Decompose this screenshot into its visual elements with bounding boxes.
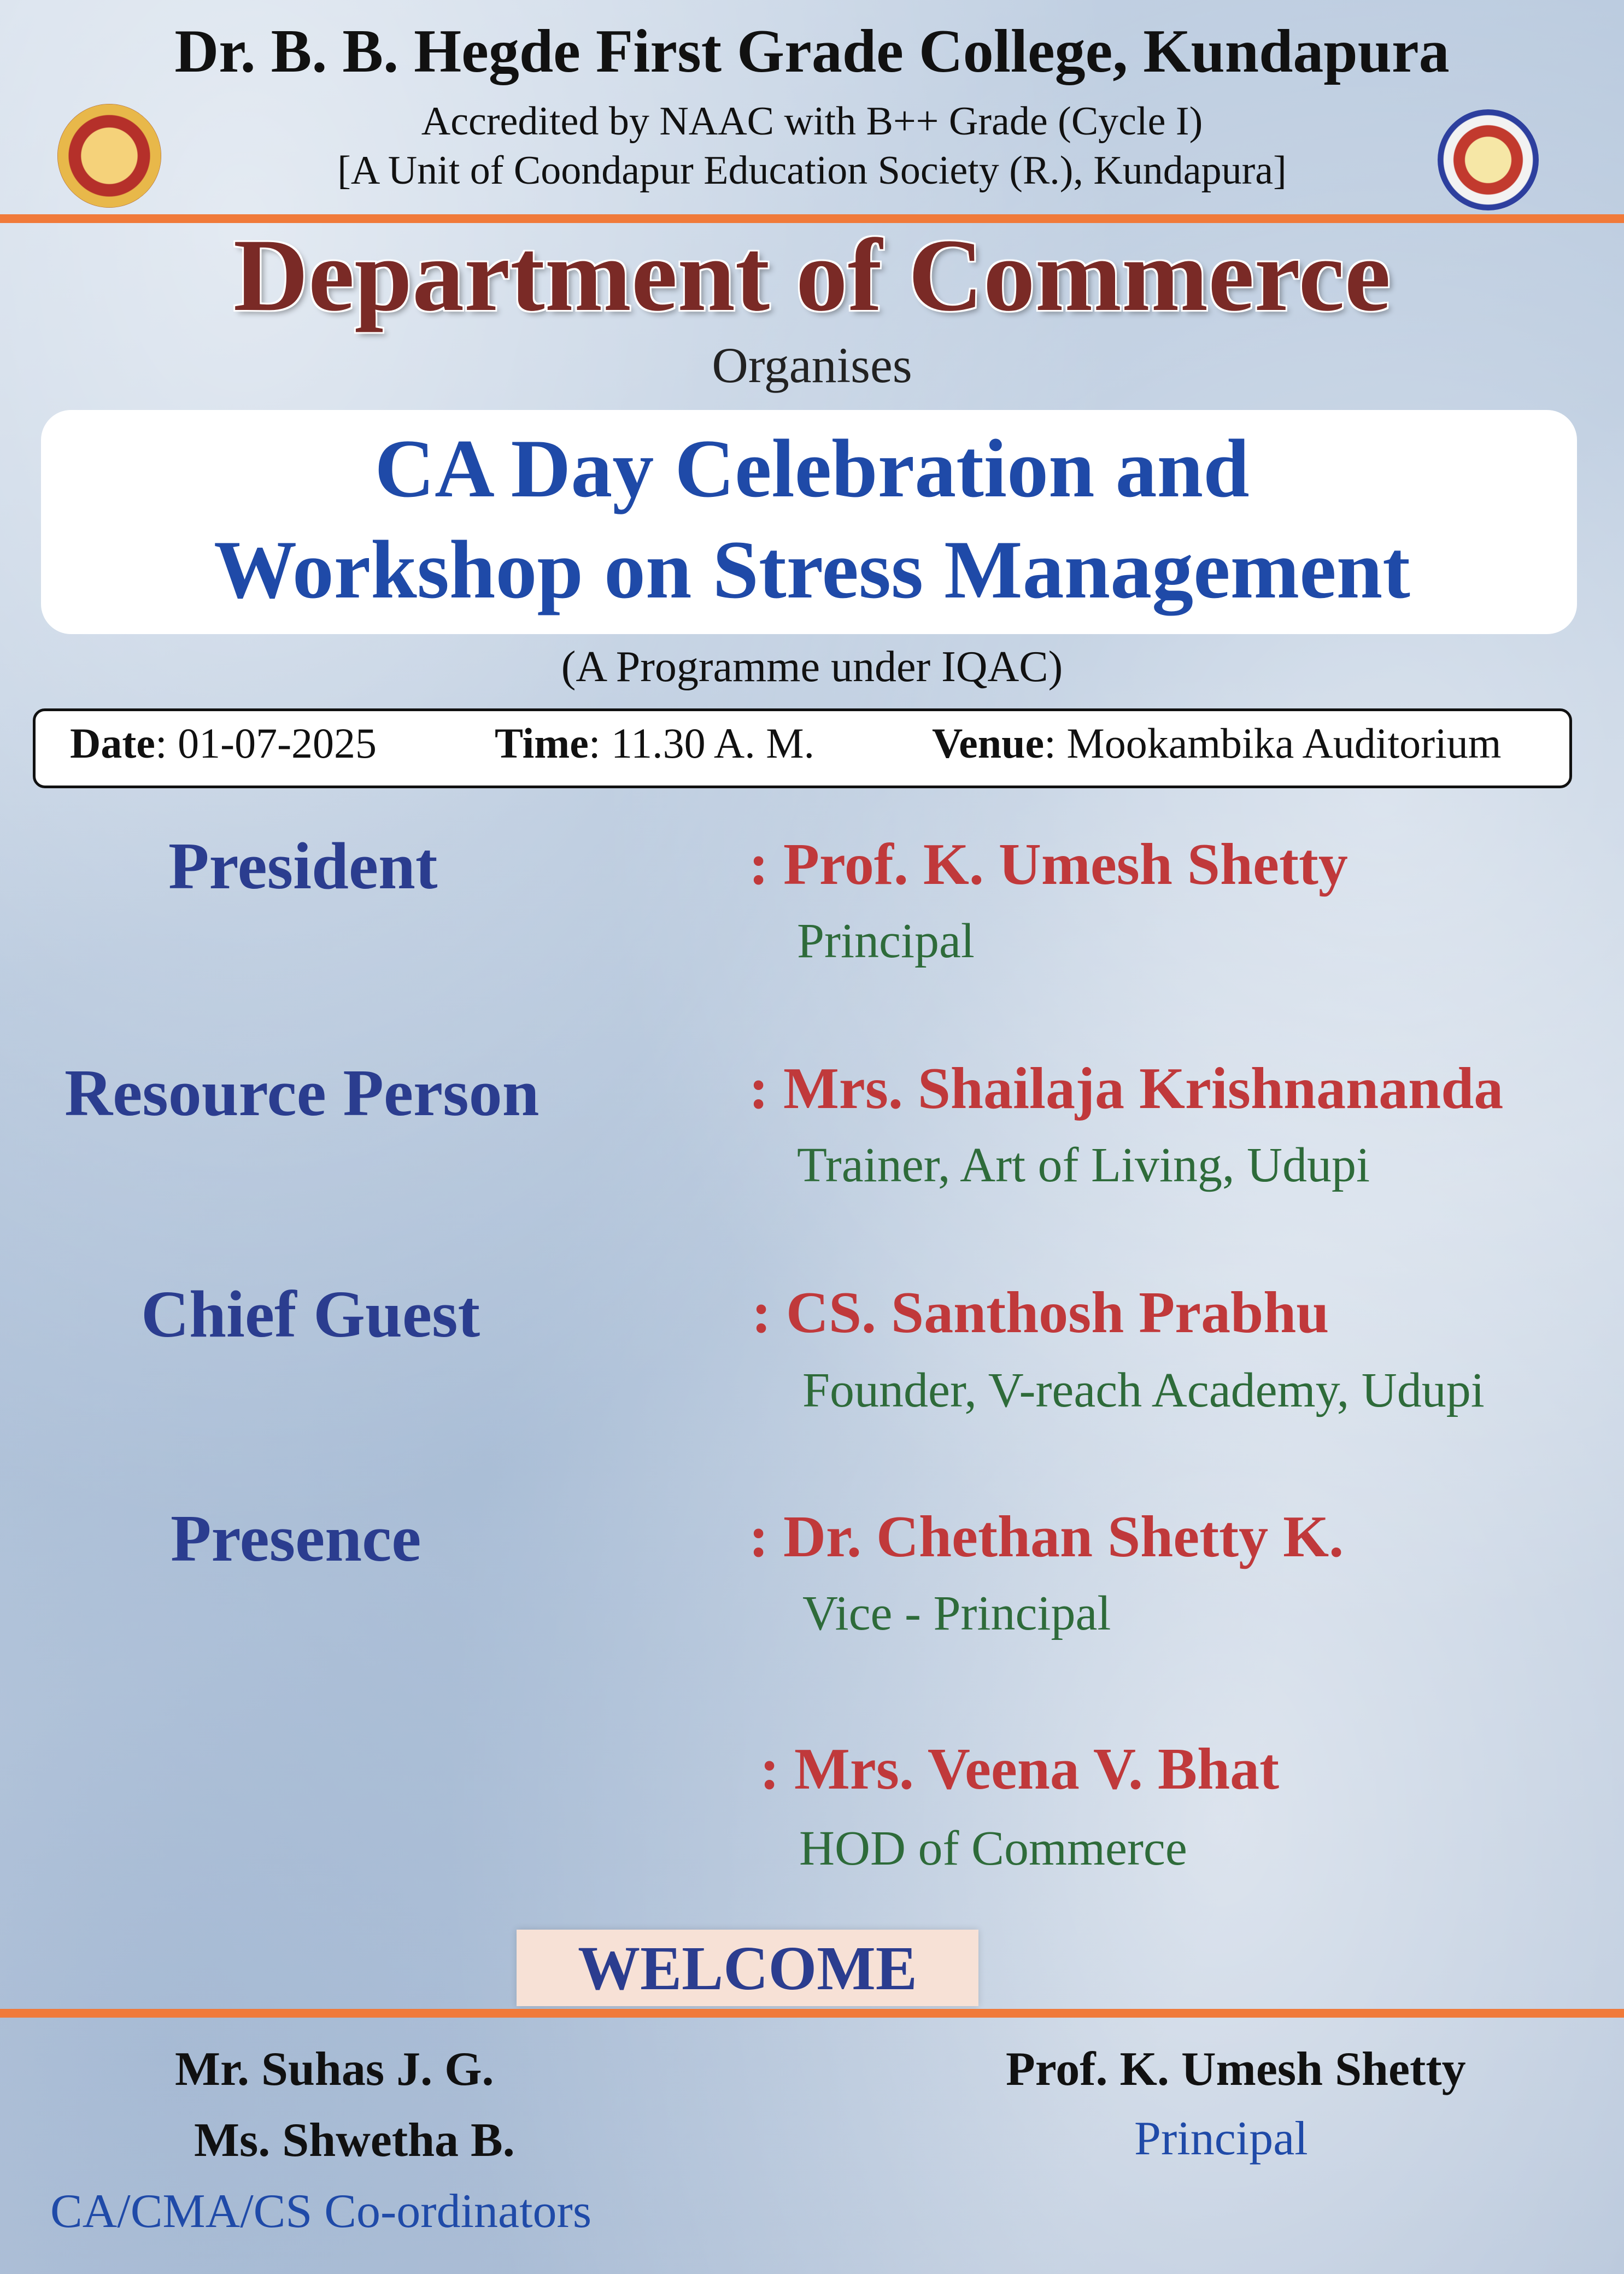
organises-text: Organises (712, 337, 912, 393)
programme-note: (A Programme under IQAC) (561, 643, 1063, 691)
date-value: : 01-07-2025 (155, 719, 377, 767)
time-detail (495, 719, 814, 768)
date-detail (70, 719, 377, 768)
presence-designation-1: Vice - Principal (802, 1586, 1111, 1640)
department-title: Department of Commerce (233, 218, 1391, 333)
venue-label: Venue (932, 719, 1045, 767)
venue-value: : Mookambika Auditorium (1044, 719, 1502, 767)
chief-guest-name: : CS. Santhosh Prabhu (752, 1280, 1329, 1345)
principal-role: Principal (1134, 2112, 1308, 2165)
principal-name: Prof. K. Umesh Shetty (1006, 2043, 1466, 2096)
welcome-text: WELCOME (578, 1933, 917, 2003)
time-label: Time (495, 719, 589, 767)
coordinators-role: CA/CMA/CS Co-ordinators (50, 2185, 592, 2238)
role-presence: Presence (171, 1502, 421, 1575)
presence-name-1: : Dr. Chethan Shetty K. (749, 1504, 1344, 1569)
society-seal-logo (57, 104, 161, 208)
event-title-line1: CA Day Celebration and (374, 423, 1250, 514)
chief-guest-designation: Founder, V-reach Academy, Udupi (802, 1363, 1485, 1417)
college-emblem-logo (1438, 109, 1539, 210)
role-president: President (168, 829, 438, 903)
role-chief-guest: Chief Guest (141, 1277, 480, 1351)
event-title-line2: Workshop on Stress Management (214, 524, 1410, 616)
resource-person-designation: Trainer, Art of Living, Udupi (797, 1138, 1370, 1192)
coordinator-1-name: Mr. Suhas J. G. (175, 2043, 494, 2096)
presence-designation-2: HOD of Commerce (799, 1821, 1187, 1876)
role-resource-person: Resource Person (65, 1056, 540, 1130)
unit-of-text: [A Unit of Coondapur Education Society (R.), Kundapura] (337, 148, 1287, 193)
time-value: : 11.30 A. M. (588, 719, 815, 767)
president-designation: Principal (797, 914, 975, 968)
resource-person-name: : Mrs. Shailaja Krishnananda (749, 1056, 1504, 1121)
coordinator-2-name: Ms. Shwetha B. (194, 2114, 515, 2167)
accreditation-text: Accredited by NAAC with B++ Grade (Cycle I) (421, 99, 1203, 144)
venue-detail (932, 719, 1501, 768)
presence-name-2: : Mrs. Veena V. Bhat (760, 1737, 1280, 1802)
date-label: Date (70, 719, 155, 767)
college-name: Dr. B. B. Hegde First Grade College, Kundapura (174, 17, 1450, 85)
president-name: : Prof. K. Umesh Shetty (749, 832, 1348, 897)
footer-divider (0, 2009, 1624, 2018)
